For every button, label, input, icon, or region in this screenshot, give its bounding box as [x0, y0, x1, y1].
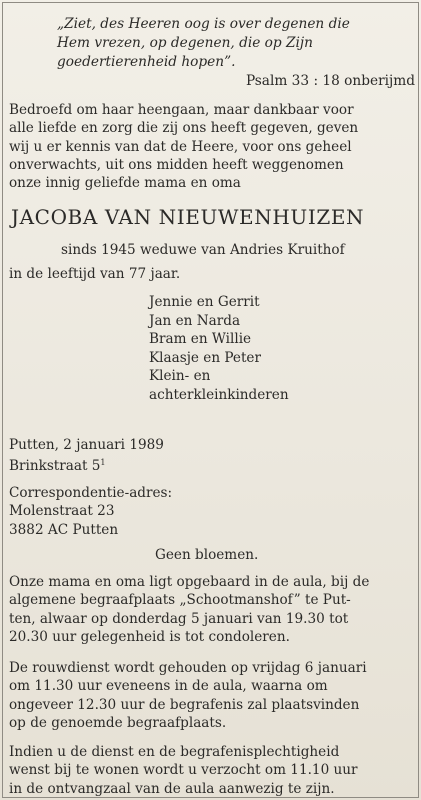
intro-line: Bedroefd om haar heengaan, maar dankbaar voor [9, 102, 354, 118]
quote-line: Hem vrezen, op degenen, die op Zijn [57, 35, 313, 51]
intro-paragraph [9, 101, 407, 192]
closing-line: Indien u de dienst en de begrafenisplechtigheid [9, 744, 340, 760]
correspondence-postal: 3882 AC Putten [9, 521, 119, 538]
viewing-line: 20.30 uur gelegenheid is tot condoleren. [9, 628, 290, 645]
place-date: Putten, 2 januari 1989 [9, 437, 164, 453]
intro-line: onverwachts, uit ons midden heeft weggenomen [9, 156, 344, 173]
family-member: achterkleinkinderen [149, 386, 289, 403]
service-line: op de genoemde begraafplaats. [9, 714, 227, 731]
death-notice-frame [2, 2, 419, 798]
viewing-line: algemene begraafplaats „Schootmanshof” te Put- [9, 592, 351, 609]
quote-line: goedertierenheid hopen”. [57, 54, 236, 70]
age-line: in de leeftijd van 77 jaar. [9, 266, 181, 282]
correspondence-street: Molenstraat 23 [9, 503, 115, 520]
deceased-name: JACOBA VAN NIEUWENHUIZEN [11, 205, 365, 229]
service-line: om 11.30 uur eveneens in de aula, waarna om [9, 678, 328, 695]
viewing-paragraph [9, 573, 409, 646]
family-member: Jan en Narda [149, 312, 241, 329]
correspondence-address [9, 484, 172, 539]
family-member: Klaasje en Peter [149, 349, 261, 366]
intro-line: onze innig geliefde mama en oma [9, 175, 241, 192]
home-street-sup: 1 [100, 458, 106, 467]
intro-line: alle liefde en zorg die zij ons heeft gegeven, geven [9, 120, 359, 137]
closing-paragraph [9, 743, 409, 798]
quote-reference: Psalm 33 : 18 onberijmd [245, 73, 415, 89]
intro-line: wij u er kennis van dat de Heere, voor ons geheel [9, 138, 352, 155]
quote-line: „Ziet, des Heeren oog is over degenen die [57, 16, 350, 32]
closing-line: in de ontvangzaal van de aula aanwezig te zijn. [9, 780, 335, 797]
home-address [9, 454, 106, 475]
bible-quote [57, 15, 407, 72]
family-member: Bram en Willie [149, 331, 252, 348]
family-member: Jennie en Gerrit [149, 294, 260, 310]
viewing-line: Onze mama en oma ligt opgebaard in de aula, bij de [9, 574, 370, 590]
correspondence-label: Correspondentie-adres: [9, 485, 173, 501]
closing-line: wenst bij te wonen wordt u verzocht om 11.10 uur [9, 762, 358, 779]
family-member: Klein- en [149, 368, 211, 385]
home-street: Brinkstraat 5 [9, 458, 101, 474]
no-flowers: Geen bloemen. [155, 547, 259, 563]
service-line: De rouwdienst wordt gehouden op vrijdag 6 januari [9, 660, 367, 676]
service-paragraph [9, 659, 409, 732]
widow-line: sinds 1945 weduwe van Andries Kruithof [61, 242, 345, 258]
viewing-line: ten, alwaar op donderdag 5 januari van 19.30 tot [9, 610, 349, 627]
family-list [149, 293, 289, 405]
service-line: ongeveer 12.30 uur de begrafenis zal plaatsvinden [9, 696, 360, 713]
